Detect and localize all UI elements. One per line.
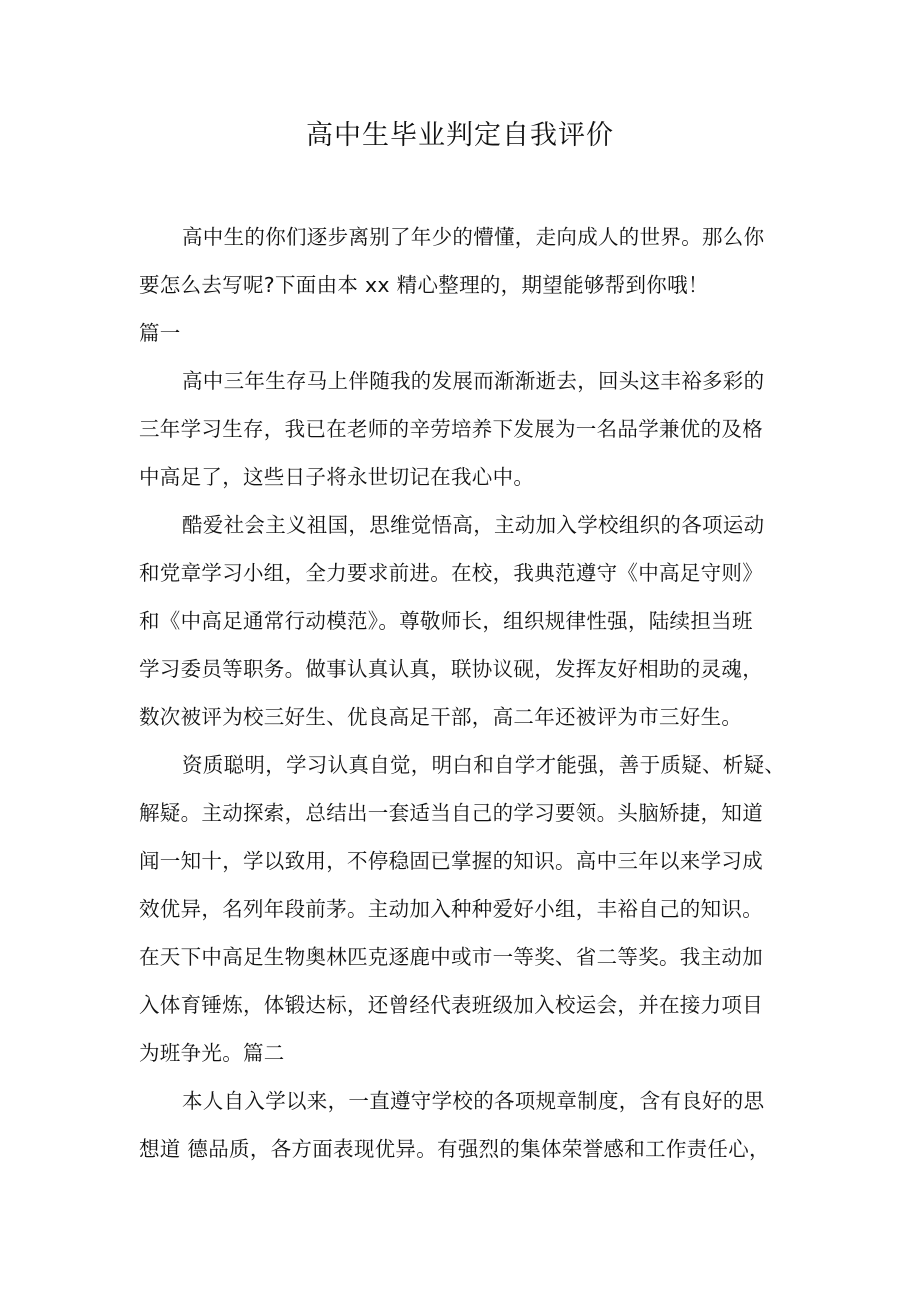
paragraph-line: 酷爱社会主义祖国，思维觉悟高，主动加入学校组织的各项运动 [182,513,765,537]
section-heading: 篇一 [139,321,181,345]
document-title: 高中生毕业判定自我评价 [306,120,614,151]
paragraph-line: 要怎么去写呢?下面由本 xx 精心整理的，期望能够帮到你哦！ [139,273,709,297]
paragraph-line: 高中三年生存马上伴随我的发展而渐渐逝去，回头这丰裕多彩的 [182,369,765,393]
paragraph-line: 本人自入学以来，一直遵守学校的各项规章制度，含有良好的思 [182,1089,765,1113]
paragraph-line: 高中生的你们逐步离别了年少的懵懂，走向成人的世界。那么你 [182,225,765,249]
paragraph-line: 在天下中高足生物奥林匹克逐鹿中或市一等奖、省二等奖。我主动加 [139,945,763,969]
paragraph-line: 闻一知十，学以致用，不停稳固已掌握的知识。高中三年以来学习成 [139,849,763,873]
paragraph-line: 和党章学习小组，全力要求前进。在校，我典范遵守《中高足守则》 [139,561,763,585]
paragraph-line: 效优异，名列年段前茅。主动加入种种爱好小组，丰裕自己的知识。 [139,897,763,921]
paragraph-line: 资质聪明，学习认真自觉，明白和自学才能强，善于质疑、析疑、 [182,753,786,777]
paragraph-line: 学习委员等职务。做事认真认真，联协议砚，发挥友好相助的灵魂， [139,657,763,681]
paragraph-line: 数次被评为校三好生、优良高足干部，高二年还被评为市三好生。 [139,705,743,729]
paragraph-line: 三年学习生存，我已在老师的辛劳培养下发展为一名品学兼优的及格 [139,417,763,441]
paragraph-line: 入体育锤炼，体锻达标，还曾经代表班级加入校运会，并在接力项目 [139,993,763,1017]
paragraph-line: 想道 德品质，各方面表现优异。有强烈的集体荣誉感和工作责任心， [139,1137,770,1161]
document-body [139,213,789,1173]
paragraph-line: 为班争光。篇二 [139,1041,285,1065]
paragraph-line: 中高足了，这些日子将永世切记在我心中。 [139,465,535,489]
paragraph-line: 解疑。主动探索，总结出一套适当自己的学习要领。头脑矫捷，知道 [139,801,763,825]
paragraph-line: 和《中高足通常行动模范》。尊敬师长，组织规律性强，陆续担当班 [139,609,753,633]
